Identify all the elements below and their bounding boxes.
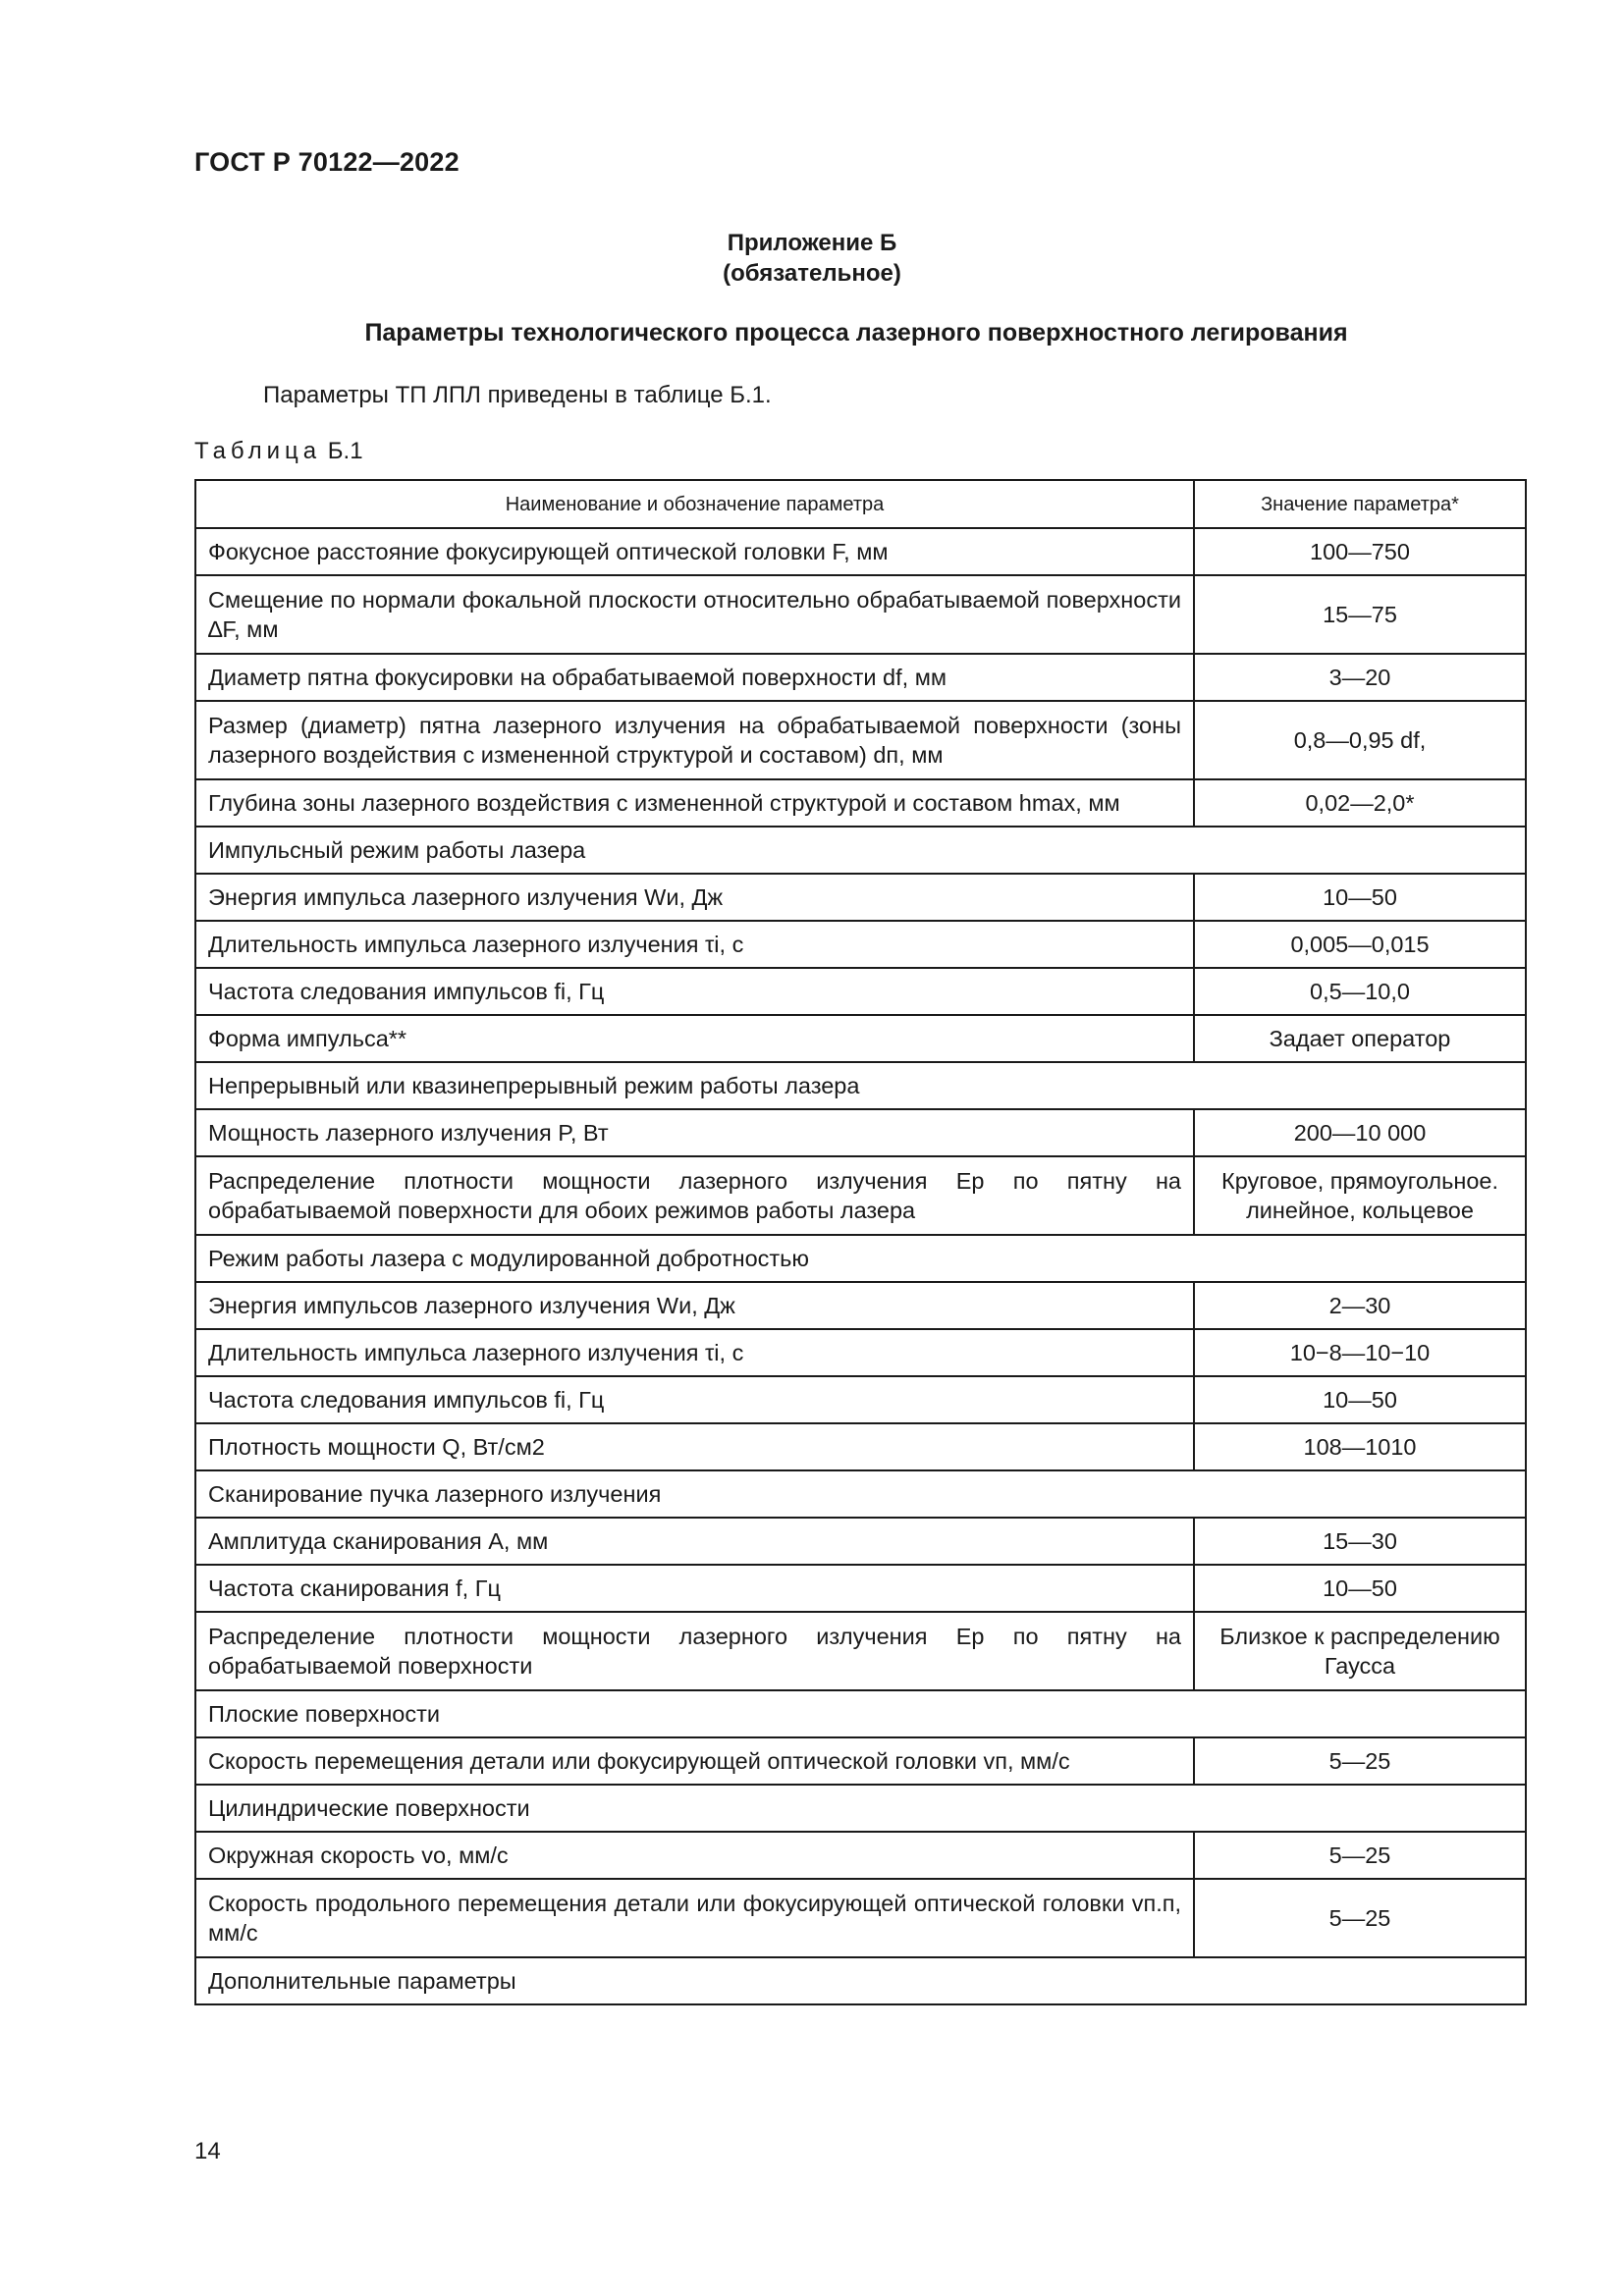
parameter-value: 10—50 bbox=[1194, 1565, 1526, 1612]
table-row bbox=[195, 1518, 1526, 1565]
appendix-status: (обязательное) bbox=[723, 260, 901, 287]
table-caption-word: Таблица bbox=[194, 438, 322, 464]
parameter-value: 5—25 bbox=[1194, 1832, 1526, 1879]
parameter-name: Скорость продольного перемещения детали или фокусирующей оптической головки vп.п, мм/с bbox=[195, 1879, 1194, 1957]
table-row bbox=[195, 1423, 1526, 1470]
parameter-name: Распределение плотности мощности лазерного излучения Ep по пятну на обрабатываемой поверхности bbox=[195, 1612, 1194, 1690]
table-header-row bbox=[195, 480, 1526, 528]
parameter-name: Окружная скорость vo, мм/с bbox=[195, 1832, 1194, 1879]
table-section-row bbox=[195, 1062, 1526, 1109]
table-row bbox=[195, 1282, 1526, 1329]
table-row bbox=[195, 874, 1526, 921]
parameter-name: Диаметр пятна фокусировки на обрабатываемой поверхности df, мм bbox=[195, 654, 1194, 701]
parameter-value: 2—30 bbox=[1194, 1282, 1526, 1329]
parameter-name: Глубина зоны лазерного воздействия с измененной структурой и составом hmax, мм bbox=[195, 779, 1194, 827]
parameter-name: Форма импульса** bbox=[195, 1015, 1194, 1062]
table-row bbox=[195, 1015, 1526, 1062]
table-row bbox=[195, 1376, 1526, 1423]
table-caption bbox=[194, 438, 363, 465]
appendix-title: Приложение Б bbox=[727, 230, 897, 256]
table-row bbox=[195, 968, 1526, 1015]
parameter-value: 0,005—0,015 bbox=[1194, 921, 1526, 968]
table-row bbox=[195, 1156, 1526, 1235]
table-row bbox=[195, 1565, 1526, 1612]
table-row bbox=[195, 1832, 1526, 1879]
parameter-value: 5—25 bbox=[1194, 1879, 1526, 1957]
parameter-value: 108—1010 bbox=[1194, 1423, 1526, 1470]
section-heading-cell: Цилиндрические поверхности bbox=[195, 1785, 1526, 1832]
parameter-value: 0,02—2,0* bbox=[1194, 779, 1526, 827]
table-section-row bbox=[195, 1957, 1526, 2004]
table-section-row bbox=[195, 1690, 1526, 1737]
table-section-row bbox=[195, 827, 1526, 874]
table-section-row bbox=[195, 1235, 1526, 1282]
parameter-value: 0,8—0,95 df, bbox=[1194, 701, 1526, 779]
parameter-name: Частота следования импульсов fi, Гц bbox=[195, 1376, 1194, 1423]
table-row bbox=[195, 921, 1526, 968]
section-heading-cell: Режим работы лазера с модулированной добротностью bbox=[195, 1235, 1526, 1282]
table-row bbox=[195, 1109, 1526, 1156]
parameter-name: Энергия импульса лазерного излучения Wи, Дж bbox=[195, 874, 1194, 921]
section-heading-cell: Плоские поверхности bbox=[195, 1690, 1526, 1737]
parameter-name: Длительность импульса лазерного излучения τi, с bbox=[195, 1329, 1194, 1376]
table-row bbox=[195, 575, 1526, 654]
table-caption-number: Б.1 bbox=[327, 438, 363, 464]
header-parameter-name: Наименование и обозначение параметра bbox=[195, 480, 1194, 528]
parameter-name: Частота следования импульсов fi, Гц bbox=[195, 968, 1194, 1015]
table-row bbox=[195, 528, 1526, 575]
parameter-value: 3—20 bbox=[1194, 654, 1526, 701]
parameter-value: Задает оператор bbox=[1194, 1015, 1526, 1062]
parameter-value: 5—25 bbox=[1194, 1737, 1526, 1785]
table-row bbox=[195, 654, 1526, 701]
parameter-value: 200—10 000 bbox=[1194, 1109, 1526, 1156]
parameter-name: Размер (диаметр) пятна лазерного излучения на обрабатываемой поверхности (зоны лазерного воздействия с измененной структурой и составом) dп, мм bbox=[195, 701, 1194, 779]
table-row bbox=[195, 701, 1526, 779]
table-row bbox=[195, 1737, 1526, 1785]
table-row bbox=[195, 1329, 1526, 1376]
section-heading-cell: Непрерывный или квазинепрерывный режим работы лазера bbox=[195, 1062, 1526, 1109]
parameter-name: Амплитуда сканирования A, мм bbox=[195, 1518, 1194, 1565]
section-title: Параметры технологического процесса лазерного поверхностного легирования bbox=[364, 319, 1348, 347]
document-code: ГОСТ Р 70122—2022 bbox=[194, 147, 460, 177]
parameter-value: Близкое к распределению Гаусса bbox=[1194, 1612, 1526, 1690]
table-row bbox=[195, 1879, 1526, 1957]
intro-paragraph: Параметры ТП ЛПЛ приведены в таблице Б.1. bbox=[263, 382, 772, 408]
parameter-value: Круговое, прямоугольное. линейное, кольцевое bbox=[1194, 1156, 1526, 1235]
header-parameter-value: Значение параметра* bbox=[1194, 480, 1526, 528]
appendix-heading bbox=[194, 228, 1430, 289]
parameter-value: 10—50 bbox=[1194, 874, 1526, 921]
section-heading-cell: Дополнительные параметры bbox=[195, 1957, 1526, 2004]
table-row bbox=[195, 779, 1526, 827]
table-section-row bbox=[195, 1785, 1526, 1832]
parameter-value: 0,5—10,0 bbox=[1194, 968, 1526, 1015]
parameter-name: Фокусное расстояние фокусирующей оптической головки F, мм bbox=[195, 528, 1194, 575]
table-row bbox=[195, 1612, 1526, 1690]
parameter-value: 15—75 bbox=[1194, 575, 1526, 654]
parameter-value: 15—30 bbox=[1194, 1518, 1526, 1565]
parameter-name: Распределение плотности мощности лазерного излучения Ep по пятну на обрабатываемой поверхности для обоих режимов работы лазера bbox=[195, 1156, 1194, 1235]
parameter-value: 100—750 bbox=[1194, 528, 1526, 575]
section-heading-cell: Импульсный режим работы лазера bbox=[195, 827, 1526, 874]
parameter-name: Плотность мощности Q, Вт/см2 bbox=[195, 1423, 1194, 1470]
parameter-name: Смещение по нормали фокальной плоскости относительно обрабатываемой поверхности ∆F, мм bbox=[195, 575, 1194, 654]
parameter-value: 10—50 bbox=[1194, 1376, 1526, 1423]
parameter-name: Скорость перемещения детали или фокусирующей оптической головки vп, мм/с bbox=[195, 1737, 1194, 1785]
parameter-name: Энергия импульсов лазерного излучения Wи, Дж bbox=[195, 1282, 1194, 1329]
page-number: 14 bbox=[194, 2138, 221, 2164]
parameter-name: Частота сканирования f, Гц bbox=[195, 1565, 1194, 1612]
parameter-name: Мощность лазерного излучения P, Вт bbox=[195, 1109, 1194, 1156]
parameters-table bbox=[194, 479, 1527, 2005]
parameter-value: 10−8—10−10 bbox=[1194, 1329, 1526, 1376]
parameter-name: Длительность импульса лазерного излучения τi, с bbox=[195, 921, 1194, 968]
section-heading-cell: Сканирование пучка лазерного излучения bbox=[195, 1470, 1526, 1518]
table-section-row bbox=[195, 1470, 1526, 1518]
